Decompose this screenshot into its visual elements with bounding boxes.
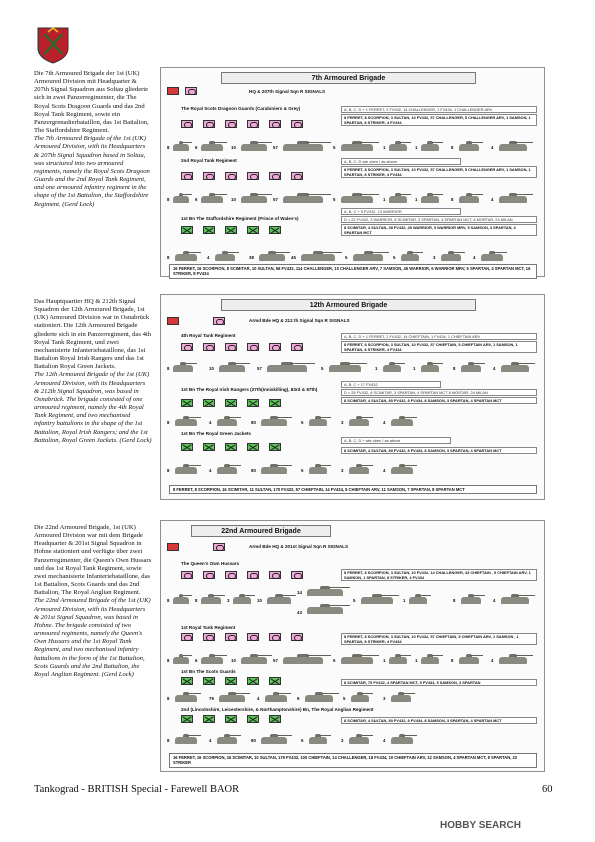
unit-counter-icon [181, 443, 193, 451]
spartan-icon [421, 196, 439, 203]
sultan-icon [217, 419, 237, 426]
unit-counter-icon [225, 715, 237, 723]
brigade-title: 22nd Armoured Brigade [191, 525, 331, 537]
unit-note: A, B, C, D + 1 FERRET, 2 FV432, 14 CHIEFTAIN, 1 FV434, 1 CHIEFTAIN ARV [341, 333, 537, 340]
vehicle-count: 1 [415, 145, 418, 150]
chieftain-arv-icon [361, 597, 393, 604]
vehicle-count: 8 [451, 145, 454, 150]
unit-counter-icon [247, 633, 259, 641]
vehicle-count: 5 [343, 696, 346, 701]
unit-counter-icon [203, 343, 215, 351]
unit-note: 8 SCIMITAR, 4 SULTAN, 80 FV432, 8 FV434, 8 SAMSON, 3 SPARTAN, 4 SPARTAN MCT [341, 397, 537, 404]
vehicle-count: 8 [167, 468, 170, 473]
fv434-icon [501, 365, 529, 372]
chieftain-arv-icon [329, 365, 361, 372]
brigade-summary: 16 FERRET, 16 SCORPION, 8 SCIMITAR, 10 SULTAN, 58 FV432, 114 CHALLENGER, 10 CHALLENGER ARV, 7 SAMSON, 45 WARRIOR, 5 WARRIOR MRV, 5 SPARTAN, 4 SPARTAN MCT, 16 STRIKER, 8 FV434 [169, 264, 537, 279]
unit-counter-icon [247, 677, 259, 685]
vehicle-count: 1 [415, 197, 418, 202]
unit-counter-icon [225, 633, 237, 641]
spartan-icon [421, 657, 439, 664]
vehicle-count: 4 [473, 255, 476, 260]
section-text-12th: Das Hauptquartier HQ & 212th Signal Squadron der 12th Armoured Brigade, 1st (UK) Armoured Division war in Osnabrück stationiert. Die 12th Armoured Brigade gliederte sich in ein Panzerregiment, das 4th Royal Tank Regiment, und zwei mechanisierte Infanteriebataillone, das 1st Battalion Royal Irish Rangers und das 1st Battalion Royal Green Jackets. The 12th Armoured Brigade of the 1st (UK) Armoured Division, with its Headquarters & 212th Signal Squadron, was based in Osnabrück. The brigade consisted of one armoured regiment, namely the 4th Royal Tank Regiment, and two mechanised infantry battalions in the shape of the 1st Battalion, Royal Irish Rangers; and the 1st Battalion, Royal Green Jackets. (Gerd Lock) [34, 298, 152, 444]
vehicle-count: 1 [403, 598, 406, 603]
unit-counter-icon [269, 677, 281, 685]
unit-counter-icon [269, 399, 281, 407]
samson-icon [409, 597, 427, 604]
vehicle-count: 10 [231, 145, 236, 150]
vehicle-count: 43 [297, 610, 302, 615]
vehicle-count: 10 [231, 197, 236, 202]
fv432-icon [241, 144, 267, 151]
scorpion-icon [201, 597, 221, 604]
unit-counter-icon [291, 633, 303, 641]
vehicle-count: 4 [491, 197, 494, 202]
unit-name: The Royal Scots Dragoon Guards (Carabiniers & Grey) [181, 106, 301, 111]
vehicle-count: 8 [451, 197, 454, 202]
unit-counter-icon [225, 172, 237, 180]
scimitar-icon [175, 695, 197, 702]
spartan-mct-icon [481, 254, 503, 261]
hq-label: HQ & 207th Signal Sqn R SIGNALS [249, 89, 326, 94]
unit-counter-icon [269, 120, 281, 128]
unit-note: 8 FERRET, 8 SCORPION, 3 SULTAN, 10 FV432, 57 CHIEFTAIN, 5 CHIEFTAIN ARV, 1 SAMSON, 1 SPARTAN, 8 STRIKER, 4 FV434 [341, 341, 537, 353]
fv432-icon [261, 419, 287, 426]
samson-icon [309, 467, 327, 474]
vehicle-count: 3 [341, 738, 344, 743]
scorpion-icon [201, 657, 223, 664]
ferret-icon [173, 196, 189, 203]
vehicle-count: 3 [433, 255, 436, 260]
chieftain-icon [307, 607, 343, 614]
vehicle-count: 5 [321, 366, 324, 371]
unit-counter-icon [291, 571, 303, 579]
vehicle-count: 9 [297, 696, 300, 701]
unit-note: A, B, C, D + 1 FERRET, 2 FV432, 14 CHALLENGER, 1 FV434, 1 CHALLENGER ARV [341, 106, 537, 113]
vehicle-count: 8 [167, 696, 170, 701]
sultan-icon [217, 737, 237, 744]
fv434-icon [499, 144, 527, 151]
fv434-icon [499, 657, 527, 664]
unit-counter-icon [203, 399, 215, 407]
hq-label: Armd Bde HQ & 201st Signal Sqn R SIGNALS [249, 544, 349, 549]
vehicle-count: 4 [209, 468, 212, 473]
spartan-mct-icon [391, 467, 413, 474]
unit-note: 8 FERRET, 8 SCORPION, 3 SULTAN, 10 FV432, 57 CHIEFTAIN, 5 CHIEFTAIN ARV, 1 SAMSON , 1 SPARTAN, 8 STRIKER, 4 FV434 [341, 633, 537, 645]
unit-name: 2nd Royal Tank Regiment [181, 158, 237, 163]
unit-name: 4th Royal Tank Regiment [181, 333, 236, 338]
vehicle-count: 5 [353, 598, 356, 603]
fv432-icon [219, 695, 245, 702]
unit-note: A, B, C, D wie oben / as above [341, 158, 461, 165]
vehicle-count: 5 [333, 197, 336, 202]
vehicle-count: 80 [251, 738, 256, 743]
fv434-icon [501, 597, 529, 604]
vehicle-count: 10 [209, 366, 214, 371]
vehicle-count: 4 [209, 738, 212, 743]
unit-counter-icon [247, 172, 259, 180]
brigade-title: 12th Armoured Brigade [221, 299, 476, 311]
spartan-icon [421, 365, 439, 372]
vehicle-count: 57 [257, 366, 262, 371]
unit-counter-icon [269, 571, 281, 579]
unit-counter-icon [247, 343, 259, 351]
unit-counter-icon [225, 443, 237, 451]
spartan-icon [349, 419, 369, 426]
fv432-icon [219, 365, 245, 372]
vehicle-count: 79 [209, 696, 214, 701]
unit-counter-icon [269, 343, 281, 351]
samson-icon [389, 196, 407, 203]
unit-name: 1st Bn The Scots Guards [181, 669, 236, 674]
vehicle-count: 4 [207, 255, 210, 260]
unit-note: 8 FERRET, 8 SCORPION, 3 SULTAN, 10 FV432, 57 CHALLENGER, 5 CHALLENGER ARV, 1 SAMSON, 1 SPARTAN, 8 STRIKER, 4 FV434 [341, 114, 537, 126]
vehicle-count: 8 [167, 255, 170, 260]
vehicle-count: 1 [383, 197, 386, 202]
scorpion-icon [201, 144, 223, 151]
vehicle-count: 5 [301, 420, 304, 425]
vehicle-count: 4 [493, 366, 496, 371]
vehicle-count: 5 [393, 255, 396, 260]
unit-counter-icon [203, 715, 215, 723]
unit-counter-icon [269, 226, 281, 234]
samson-icon [351, 695, 369, 702]
brigade-summary: 8 FERRET, 8 SCORPION, 16 SCIMITAR, 11 SULTAN, 170 FV432, 57 CHIEFTAIN, 14 FV434, 5 CHIEFTAIN ARV, 11 SAMSON, 7 SPARTAN, 8 SPARTAN MCT [169, 485, 537, 494]
vehicle-count: 8 [167, 145, 170, 150]
unit-counter-icon [225, 677, 237, 685]
arv-icon [341, 196, 373, 203]
samson-icon [389, 144, 407, 151]
page-number: 60 [542, 784, 553, 795]
spartan-icon [421, 144, 439, 151]
unit-counter-icon [269, 715, 281, 723]
scimitar-icon [175, 737, 197, 744]
unit-counter-icon [247, 571, 259, 579]
samson-icon [389, 657, 407, 664]
brigade-panel-22nd [160, 520, 545, 772]
vehicle-count: 6 [195, 197, 198, 202]
ferret-icon [173, 657, 189, 664]
unit-note: 8 SCIMITAR, 79 FV432, 4 SPARTAN MCT, 9 FV434, 5 SAMSON, 3 SPARTAN [341, 679, 537, 686]
unit-counter-icon [203, 571, 215, 579]
unit-name: 2nd (Lincolnshire, Leicestershire, & Northamptonshire) Bn, The Royal Anglian Regiment [181, 707, 374, 712]
fv432-icon [267, 597, 291, 604]
hq-counter-icon [167, 543, 179, 551]
unit-note: 8 FERRET, 8 SCORPION, 3 SULTAN, 10 FV432, 14 CHALLENGER, 43 CHIEFTAIN , 5 CHIEFTAIN ARV, 1 SAMSON, 1 SPARTAN, 8 STRIKER, 4 FV434 [341, 569, 537, 581]
vehicle-count: 4 [209, 420, 212, 425]
sultan-icon [233, 597, 251, 604]
vehicle-count: 4 [491, 658, 494, 663]
vehicle-count: 3 [383, 696, 386, 701]
vehicle-count: 80 [251, 420, 256, 425]
unit-counter-icon [291, 172, 303, 180]
hq-armour-counter-icon [185, 87, 197, 95]
unit-counter-icon [203, 443, 215, 451]
vehicle-count: 8 [167, 598, 170, 603]
vehicle-count: 57 [273, 145, 278, 150]
challenger-icon [283, 144, 323, 151]
unit-counter-icon [291, 343, 303, 351]
spartan-mct-icon [391, 737, 413, 744]
scorpion-icon [201, 196, 223, 203]
vehicle-count: 4 [491, 145, 494, 150]
samson-icon [401, 254, 419, 261]
striker-icon [459, 196, 479, 203]
spartan-mct-icon [391, 419, 413, 426]
arv-icon [341, 144, 373, 151]
vehicle-count: 8 [167, 197, 170, 202]
fv434-icon [499, 196, 527, 203]
unit-counter-icon [203, 226, 215, 234]
unit-counter-icon [203, 120, 215, 128]
unit-name: 1st Bn The Staffordshire Regiment (Prince of Wales's) [181, 216, 299, 221]
brigade-panel-7th [160, 67, 545, 277]
unit-name: 1st Royal Tank Regiment [181, 625, 236, 630]
spartan-icon [391, 695, 411, 702]
unit-counter-icon [181, 715, 193, 723]
vehicle-count: 8 [453, 366, 456, 371]
vehicle-count: 1 [375, 366, 378, 371]
spartan-icon [349, 737, 369, 744]
vehicle-count: 1 [413, 366, 416, 371]
section-text-22nd: Die 22nd Armoured Brigade, 1st (UK) Armoured Division war mit dem Brigade Headquarter & 201st Signal Squadron in Hohne stationiert und verfügte über zwei Panzerregimenter, die Queen's Own Hussars und das 1st Royal Tank Regiment, sowie zwei mechanisierte Infanteriebataillone, das 1st Battalion, Scots Guards und das 2nd Battalion, The Royal Anglian Regiment. The 22nd Armoured Brigade of the 1st (UK) Armoured Division, with its Headquarters & 201st Signal Squadron, was based in Hohne. The brigade consisted of two armoured regiments, namely the Queen's Own Hussars and the 1st Royal Tank Regiment, and two mechanised infantry battalions in the form of the 1st Battalion, Scots Guards and the 2nd Battalion, the Royal Anglian Regiment. (Gerd Lock) [34, 524, 152, 678]
chieftain-icon [267, 365, 307, 372]
vehicle-count: 8 [453, 598, 456, 603]
warrior-icon [301, 254, 335, 261]
unit-counter-icon [181, 571, 193, 579]
chieftain-arv-icon [341, 657, 373, 664]
hq-counter-icon [167, 317, 179, 325]
vehicle-count: 57 [273, 658, 278, 663]
unit-name: The Queen's Own Hussars [181, 561, 240, 566]
fv432-icon [259, 254, 285, 261]
brigade-title: 7th Armoured Brigade [221, 72, 476, 84]
unit-counter-icon [181, 120, 193, 128]
hq-label: Armd Bde HQ & 212 th Signal Sqn R SIGNALS [249, 318, 350, 323]
sultan-icon [217, 467, 237, 474]
unit-note: A, B, C + 5 FV432, 13 WARRIOR [341, 208, 461, 215]
brigade-summary: 16 FERRET, 16 SCORPION, 16 SCIMITAR, 10 SULTAN, 179 FV432, 100 CHIEFTAIN, 14 CHALLENGER, 18 FV434, 10 CHIEFTAIN ARV, 12 SAMSON, 4 SPARTAN MCT, 8 SPARTAN, 22 STRIKER [169, 753, 537, 768]
fv432-icon [241, 657, 267, 664]
fv432-icon [241, 196, 267, 203]
unit-counter-icon [203, 172, 215, 180]
hq-armour-counter-icon [213, 317, 225, 325]
striker-icon [461, 597, 481, 604]
unit-counter-icon [247, 399, 259, 407]
vehicle-count: 4 [383, 468, 386, 473]
unit-note: 8 FERRET, 8 SCORPION, 3 SULTAN, 10 FV432, 57 CHALLENGER, 5 CHALLENGER ARV, 1 SAMSON, 1 SPARTAN, 8 STRIKER, 4 FV434 [341, 166, 537, 178]
vehicle-count: 8 [451, 658, 454, 663]
unit-counter-icon [269, 633, 281, 641]
vehicle-count: 10 [257, 598, 262, 603]
vehicle-count: 80 [251, 468, 256, 473]
warrior-mrv-icon [353, 254, 383, 261]
vehicle-count: 5 [301, 738, 304, 743]
scimitar-icon [175, 467, 197, 474]
hq-armour-counter-icon [213, 543, 225, 551]
vehicle-count: 8 [167, 738, 170, 743]
vehicle-count: 14 [297, 590, 302, 595]
unit-name: 1st Bn The Royal Irish Rangers (27th(Inniskilling), 83rd & 87th) [181, 387, 318, 392]
footer-title: Tankograd - BRITISH Special - Farewell BAOR [34, 784, 240, 795]
vehicle-count: 1 [415, 658, 418, 663]
unit-note: 8 SCIMITAR, 4 SULTAN, 80 FV432, 8 FV434, 8 SAMSON, 3 SPARTAN, 4 SPARTAN MCT [341, 447, 537, 454]
scimitar-icon [175, 419, 197, 426]
spartan-mct-icon [265, 695, 287, 702]
division-emblem-icon [36, 26, 70, 64]
scorpion-icon [173, 365, 193, 372]
vehicle-count: 5 [345, 255, 348, 260]
unit-counter-icon [181, 633, 193, 641]
vehicle-count: 57 [273, 197, 278, 202]
unit-counter-icon [269, 172, 281, 180]
unit-counter-icon [225, 343, 237, 351]
samson-icon [383, 365, 401, 372]
scimitar-icon [175, 254, 197, 261]
unit-counter-icon [247, 226, 259, 234]
unit-note: 8 SCIMITAR, 4 SULTAN, 80 FV432, 8 FV434, 8 SAMSON, 3 SPARTAN, 4 SPARTAN MCT [341, 717, 537, 724]
unit-name: 1st Bn The Royal Green Jackets [181, 431, 251, 436]
unit-counter-icon [181, 172, 193, 180]
ferret-icon [173, 144, 189, 151]
hq-counter-icon [167, 87, 179, 95]
vehicle-count: 3 [341, 468, 344, 473]
unit-counter-icon [225, 571, 237, 579]
unit-counter-icon [225, 399, 237, 407]
challenger-icon [283, 196, 323, 203]
vehicle-count: 5 [333, 658, 336, 663]
vehicle-count: 3 [341, 420, 344, 425]
challenger-icon [307, 589, 343, 596]
vehicle-count: 6 [195, 145, 198, 150]
vehicle-count: 4 [383, 738, 386, 743]
fv432-icon [261, 737, 287, 744]
unit-counter-icon [225, 120, 237, 128]
vehicle-count: 5 [333, 145, 336, 150]
unit-counter-icon [181, 226, 193, 234]
vehicle-count: 4 [257, 696, 260, 701]
striker-icon [459, 144, 479, 151]
unit-note: A, B, C + 17 FV432 [341, 381, 441, 388]
vehicle-count: 1 [383, 145, 386, 150]
unit-note: A, B, C, D + wie oben / as above [341, 437, 451, 444]
sultan-icon [215, 254, 235, 261]
spartan-icon [441, 254, 461, 261]
unit-note: D = 22 FV432, 3 WARRIOR, 8 SCIMITAR, 3 SPARTAN, 4 SPARTAN MCT, 8 MORTAR, 24 MILAN [341, 216, 537, 223]
unit-counter-icon [181, 399, 193, 407]
samson-icon [309, 419, 327, 426]
vehicle-count: 8 [167, 658, 170, 663]
vehicle-count: 8 [195, 598, 198, 603]
section-text-7th: Die 7th Armoured Brigade der 1st (UK) Armoured Division mit Headquarter & 207th Signal Squadron aus Soltau gliederte sich in zwei Panzerregimenter, die The Royal Scots Dragoon Guards und das 2nd Royal Tank Regiment, sowie ein Panzergrenadierbataillon, das 1st Battalion, The Staffordshire Regiment. The 7th Armoured Brigade of the 1st (UK) Armoured Division, with its Headquarters & 207th Signal Squadron based in Soltau, was structured into two armoured regiments, namely the Royal Scots Dragoon Guards and the 2nd Royal Tank Regiment, and one armoured infantry regiment in the shape of the 1st Battalion, the Staffordshire Regiment. (Gerd Lock) [34, 70, 150, 208]
vehicle-count: 5 [301, 468, 304, 473]
chieftain-icon [283, 657, 323, 664]
unit-counter-icon [181, 343, 193, 351]
samson-icon [309, 737, 327, 744]
unit-counter-icon [181, 677, 193, 685]
unit-counter-icon [269, 443, 281, 451]
vehicle-count: 8 [167, 366, 170, 371]
fv432-icon [261, 467, 287, 474]
brigade-panel-12th [160, 294, 545, 500]
striker-icon [459, 657, 479, 664]
vehicle-count: 1 [383, 658, 386, 663]
unit-note: 8 SCIMITAR, 4 SULTAN, 38 FV432, 45 WARRIOR, 5 WARRIOR MRV, 5 SAMSON, 3 SPARTAN, 4 SPARTAN MCT [341, 224, 537, 236]
ferret-icon [173, 597, 189, 604]
vehicle-count: 6 [195, 658, 198, 663]
unit-counter-icon [225, 226, 237, 234]
vehicle-count: 10 [231, 658, 236, 663]
spartan-icon [349, 467, 369, 474]
unit-counter-icon [203, 633, 215, 641]
unit-counter-icon [291, 120, 303, 128]
vehicle-count: 38 [249, 255, 254, 260]
striker-icon [461, 365, 481, 372]
vehicle-count: 8 [167, 420, 170, 425]
unit-note: D = 25 FV432, 8 SCIMITAR, 3 SPARTAN, 4 SPARTAN MCT 8 MORTAR, 24 MILAN [341, 389, 537, 396]
unit-counter-icon [247, 715, 259, 723]
unit-counter-icon [203, 677, 215, 685]
vehicle-count: 3 [227, 598, 230, 603]
vehicle-count: 45 [291, 255, 296, 260]
vehicle-count: 4 [383, 420, 386, 425]
unit-counter-icon [247, 443, 259, 451]
watermark: HOBBY SEARCH [440, 820, 521, 831]
vehicle-count: 4 [493, 598, 496, 603]
fv434-icon [305, 695, 333, 702]
unit-counter-icon [247, 120, 259, 128]
